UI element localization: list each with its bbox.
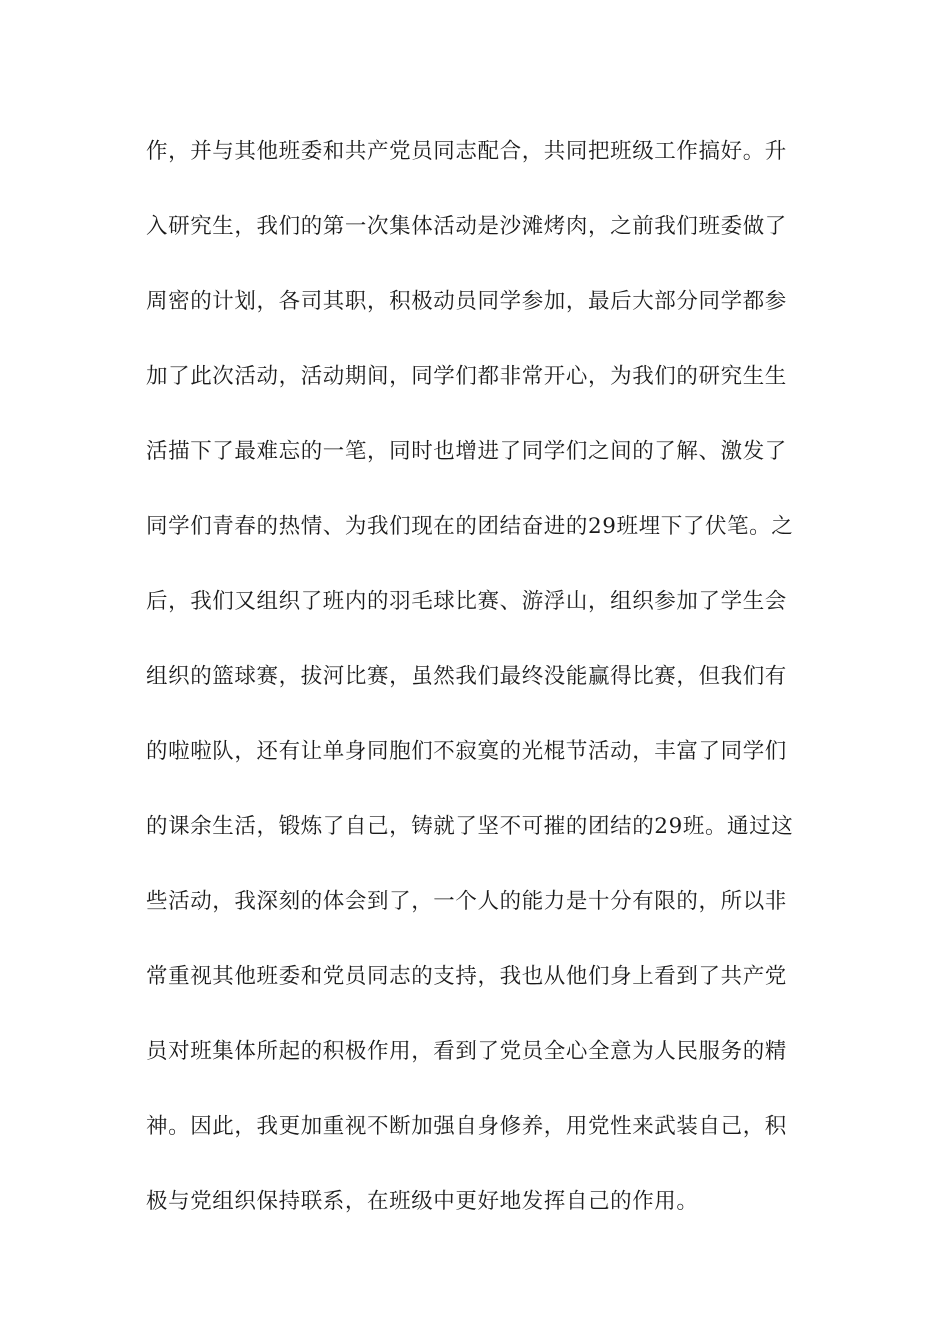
text-line: 些活动，我深刻的体会到了，一个人的能力是十分有限的，所以非	[146, 889, 787, 914]
text-line: 同学们青春的热情、为我们现在的团结奋进的29班埋下了伏笔。之	[146, 514, 794, 539]
text-line: 的啦啦队，还有让单身同胞们不寂寞的光棍节活动，丰富了同学们	[146, 739, 787, 764]
text-line: 神。因此，我更加重视不断加强自身修养，用党性来武装自己，积	[146, 1114, 787, 1139]
text-line: 员对班集体所起的积极作用，看到了党员全心全意为人民服务的精	[146, 1039, 787, 1064]
text-line: 常重视其他班委和党员同志的支持，我也从他们身上看到了共产党	[146, 964, 787, 989]
body-text	[146, 128, 806, 1253]
text-line: 极与党组织保持联系，在班级中更好地发挥自己的作用。	[146, 1189, 699, 1214]
text-line: 组织的篮球赛，拔河比赛，虽然我们最终没能赢得比赛，但我们有	[146, 664, 787, 689]
text-line: 的课余生活，锻炼了自己，铸就了坚不可摧的团结的29班。通过这	[146, 814, 794, 839]
text-line: 活描下了最难忘的一笔，同时也增进了同学们之间的了解、激发了	[146, 439, 787, 464]
text-line: 入研究生，我们的第一次集体活动是沙滩烤肉，之前我们班委做了	[146, 214, 787, 239]
text-line: 加了此次活动，活动期间，同学们都非常开心，为我们的研究生生	[146, 364, 787, 389]
text-line: 作，并与其他班委和共产党员同志配合，共同把班级工作搞好。升	[146, 139, 787, 164]
text-line: 后，我们又组织了班内的羽毛球比赛、游浮山，组织参加了学生会	[146, 589, 787, 614]
text-line: 周密的计划，各司其职，积极动员同学参加，最后大部分同学都参	[146, 289, 787, 314]
